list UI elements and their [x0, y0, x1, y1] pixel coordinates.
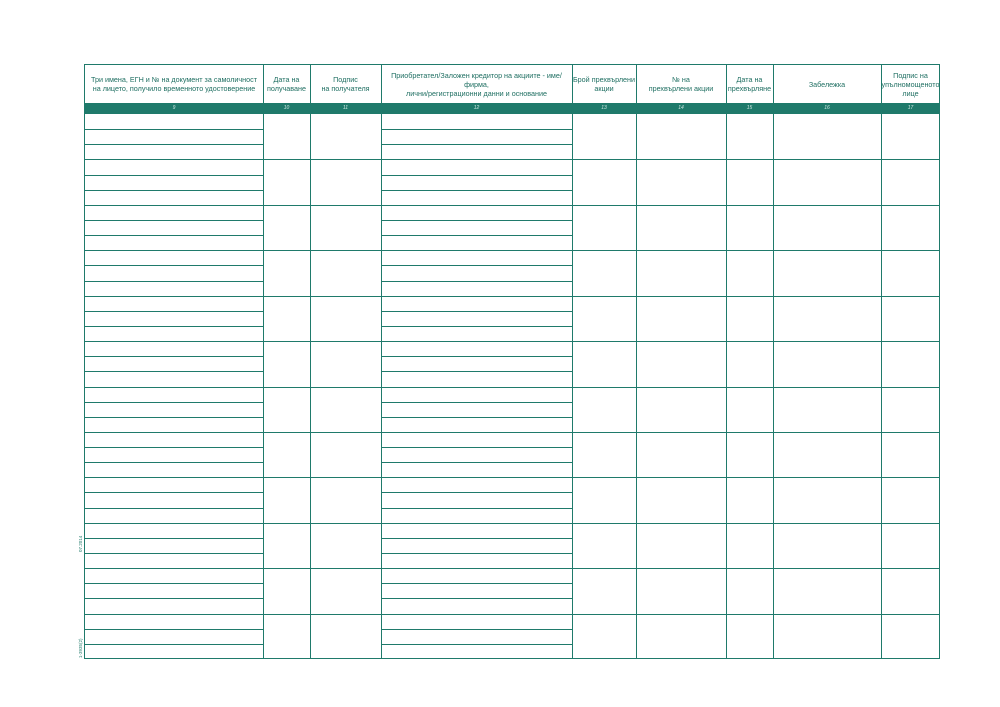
subrow-line [381, 417, 572, 418]
subrow-line [85, 508, 263, 509]
column-divider [572, 65, 573, 658]
column-header: № на прехвърлени акции [648, 75, 714, 93]
subrow-line [85, 371, 263, 372]
entry-block-divider [85, 477, 939, 478]
subrow-line [381, 447, 572, 448]
entry-block-divider [85, 523, 939, 524]
column-divider [881, 65, 882, 658]
subrow-line [85, 175, 263, 176]
subrow-line [381, 462, 572, 463]
subrow-line [85, 356, 263, 357]
column-number-band [85, 103, 939, 114]
subrow-line [381, 129, 572, 130]
subrow-line [381, 508, 572, 509]
subrow-line [85, 462, 263, 463]
subrow-line [381, 235, 572, 236]
column-divider [310, 65, 311, 658]
column-divider [263, 65, 264, 658]
subrow-line [85, 326, 263, 327]
column-header: Приобретател/Заложен кредитор на акциите - име/фирма, лични/регистрационни данни и основание [391, 70, 562, 98]
entry-block-divider [85, 296, 939, 297]
subrow-line [85, 629, 263, 630]
subrow-line [85, 417, 263, 418]
subrow-line [85, 644, 263, 645]
subrow-line [381, 175, 572, 176]
subrow-line [381, 220, 572, 221]
entry-block-divider [85, 568, 939, 569]
column-header: Подпис на получателя [321, 75, 370, 93]
column-number: 14 [678, 105, 684, 111]
subrow-line [85, 190, 263, 191]
column-header: Брой прехвърлени акции [572, 75, 636, 93]
subrow-line [85, 311, 263, 312]
entry-block-divider [85, 387, 939, 388]
subrow-line [381, 553, 572, 554]
subrow-line [85, 144, 263, 145]
column-number: 15 [746, 105, 753, 111]
column-header: Дата на получаване [267, 75, 306, 93]
subrow-line [381, 644, 572, 645]
subrow-line [381, 583, 572, 584]
subrow-line [85, 220, 263, 221]
subrow-line [85, 583, 263, 584]
subrow-line [85, 538, 263, 539]
form-code: 1-3935(2) [78, 638, 83, 658]
subrow-line [85, 447, 263, 448]
subrow-line [381, 402, 572, 403]
entry-block-divider [85, 205, 939, 206]
subrow-line [85, 492, 263, 493]
column-divider [636, 65, 637, 658]
column-divider [381, 65, 382, 658]
column-number: 12 [473, 105, 480, 111]
column-header: Дата на прехвърляне [727, 75, 772, 93]
column-header: Три имена, ЕГН и № на документ за самоличност на лицето, получило временното удостоверение [90, 75, 258, 93]
subrow-line [381, 598, 572, 599]
column-number: 16 [824, 105, 830, 111]
column-divider [773, 65, 774, 658]
subrow-line [85, 598, 263, 599]
subrow-line [381, 371, 572, 372]
subrow-line [381, 265, 572, 266]
subrow-line [85, 265, 263, 266]
entry-block-divider [85, 250, 939, 251]
column-header: Забележка [808, 79, 846, 89]
subrow-line [85, 281, 263, 282]
subrow-line [381, 629, 572, 630]
entry-block-divider [85, 614, 939, 615]
subrow-line [381, 326, 572, 327]
subrow-line [381, 144, 572, 145]
column-header: Подпис на упълномощеното лице [881, 70, 940, 98]
column-number: 9 [172, 105, 176, 111]
subrow-line [85, 402, 263, 403]
subrow-line [381, 538, 572, 539]
subrow-line [85, 129, 263, 130]
subrow-line [85, 553, 263, 554]
subrow-line [381, 492, 572, 493]
subrow-line [381, 190, 572, 191]
subrow-line [381, 311, 572, 312]
share-register-table [84, 64, 940, 659]
form-date-code: 07.2014 [78, 535, 83, 552]
entry-block-divider [85, 341, 939, 342]
column-divider [726, 65, 727, 658]
subrow-line [381, 356, 572, 357]
column-number: 13 [601, 105, 607, 111]
subrow-line [381, 281, 572, 282]
entry-block-divider [85, 159, 939, 160]
column-number: 10 [283, 105, 290, 111]
subrow-line [85, 235, 263, 236]
entry-block-divider [85, 432, 939, 433]
column-number: 17 [907, 105, 914, 111]
column-number: 11 [342, 105, 349, 111]
